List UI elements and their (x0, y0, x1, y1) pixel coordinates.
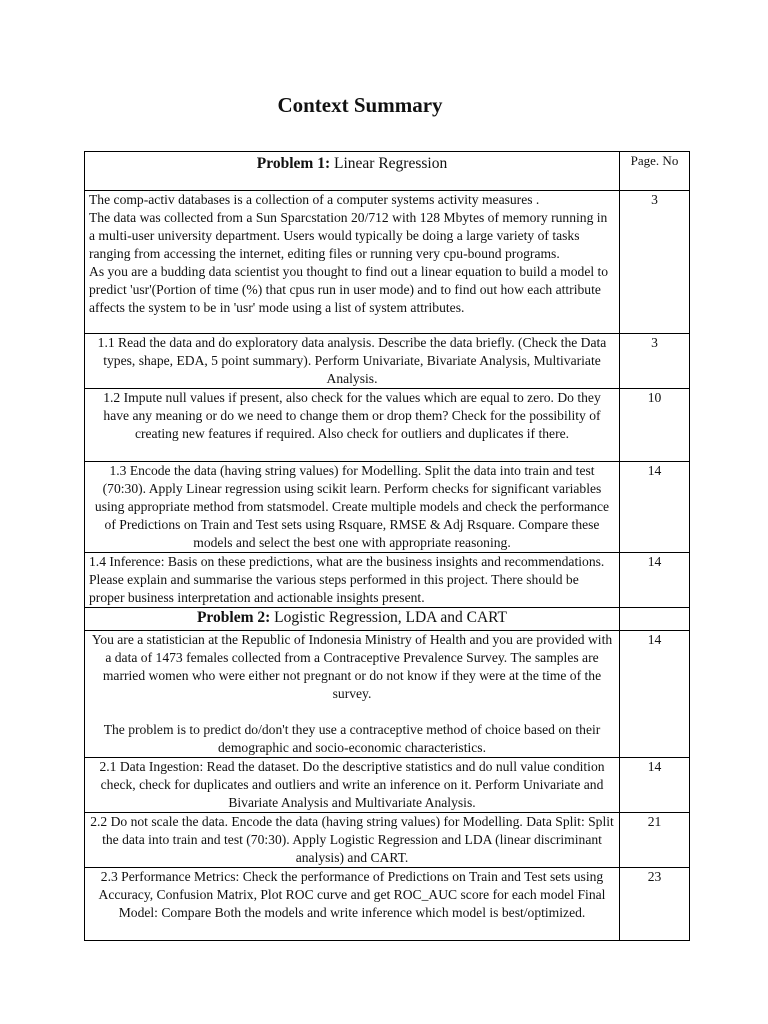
table-row (85, 389, 690, 462)
page-number: 14 (620, 758, 690, 813)
page-number: 10 (620, 389, 690, 462)
page-number: 3 (620, 191, 690, 334)
page-no-header: Page. No (620, 152, 690, 191)
table-row (85, 868, 690, 941)
page-number: 3 (620, 334, 690, 389)
intro-paragraph: The problem is to predict do/don't they use a contraceptive method of choice based on their demographic and socio-economic characteristics. (103, 722, 601, 755)
page-number: 14 (620, 631, 690, 758)
item-text: 2.2 Do not scale the data. Encode the data (having string values) for Modelling. Data Split: Split the data into train and test (70:30). Apply Logistic Regression and LDA (linear discriminant analysis) and CART. (85, 813, 620, 868)
problem1-header-row (85, 152, 690, 191)
table-row (85, 462, 690, 553)
table-row (85, 631, 690, 758)
item-text: 1.4 Inference: Basis on these predictions, what are the business insights and recommendations. Please explain and summarise the various steps performed in this project. There should be proper business interpretation and actionable insights present. (85, 553, 620, 608)
problem2-label: Problem 2: (196, 609, 271, 626)
problem1-name: Linear Regression (334, 155, 448, 172)
page-number: 14 (620, 462, 690, 553)
page-number: 21 (620, 813, 690, 868)
item-text: 2.3 Performance Metrics: Check the performance of Predictions on Train and Test sets using Accuracy, Confusion Matrix, Plot ROC curve and get ROC_AUC score for each model Final Model: Compare Both the models and write inference which model is best/optimized. (85, 868, 620, 941)
intro-line: The comp-activ databases is a collection of a computer systems activity measures . (89, 192, 540, 207)
problem2-name: Logistic Regression, LDA and CART (274, 609, 508, 626)
intro-paragraph: You are a statistician at the Republic of Indonesia Ministry of Health and you are provided with a data of 1473 females collected from a Contraceptive Prevalence Survey. The samples are married women who were either not pregnant or do not know if they were at the time of the survey. (91, 632, 613, 701)
item-text: 1.1 Read the data and do exploratory data analysis. Describe the data briefly. (Check the Data types, shape, EDA, 5 point summary). Perform Univariate, Bivariate Analysis, Multivariate Analysis. (85, 334, 620, 389)
contents-table (84, 151, 690, 941)
paragraph-gap (89, 703, 615, 721)
page-number: 23 (620, 868, 690, 941)
intro-line: As you are a budding data scientist you thought to find out a linear equation to build a model to predict 'usr'(Portion of time (%) that cpus run in user mode) and to find out how each attribute affects the system to be in 'usr' mode using a list of system attributes. (89, 264, 609, 315)
table-row (85, 191, 690, 334)
table-row (85, 553, 690, 608)
table-row (85, 813, 690, 868)
problem1-heading (85, 152, 620, 191)
item-text: 2.1 Data Ingestion: Read the dataset. Do the descriptive statistics and do null value condition check, check for duplicates and outliers and write an inference on it. Perform Univariate and Bivariate Analysis and Multivariate Analysis. (85, 758, 620, 813)
problem2-intro (85, 631, 620, 758)
table-row (85, 334, 690, 389)
intro-line: The data was collected from a Sun Sparcstation 20/712 with 128 Mbytes of memory running in a multi-user university department. Users would typically be doing a large variety of tasks ranging from accessing the internet, editing files or running very cpu-bound programs. (89, 210, 608, 261)
empty-cell (620, 608, 690, 631)
problem1-label: Problem 1: (256, 155, 331, 172)
page-number: 14 (620, 553, 690, 608)
problem2-heading (85, 608, 620, 631)
problem1-intro (85, 191, 620, 334)
table-row (85, 758, 690, 813)
problem2-header-row (85, 608, 690, 631)
page-title: Context Summary (277, 93, 443, 117)
item-text: 1.3 Encode the data (having string values) for Modelling. Split the data into train and test (70:30). Apply Linear regression using scikit learn. Perform checks for significant variables using appropriate method from statsmodel. Create multiple models and check the performance of Predictions on Train and Test sets using Rsquare, RMSE & Adj Rsquare. Compare these models and select the best one with appropriate reasoning. (85, 462, 620, 553)
item-text: 1.2 Impute null values if present, also check for the values which are equal to zero. Do they have any meaning or do we need to change them or drop them? Check for the possibility of creating new features if required. Also check for outliers and duplicates if there. (85, 389, 620, 462)
